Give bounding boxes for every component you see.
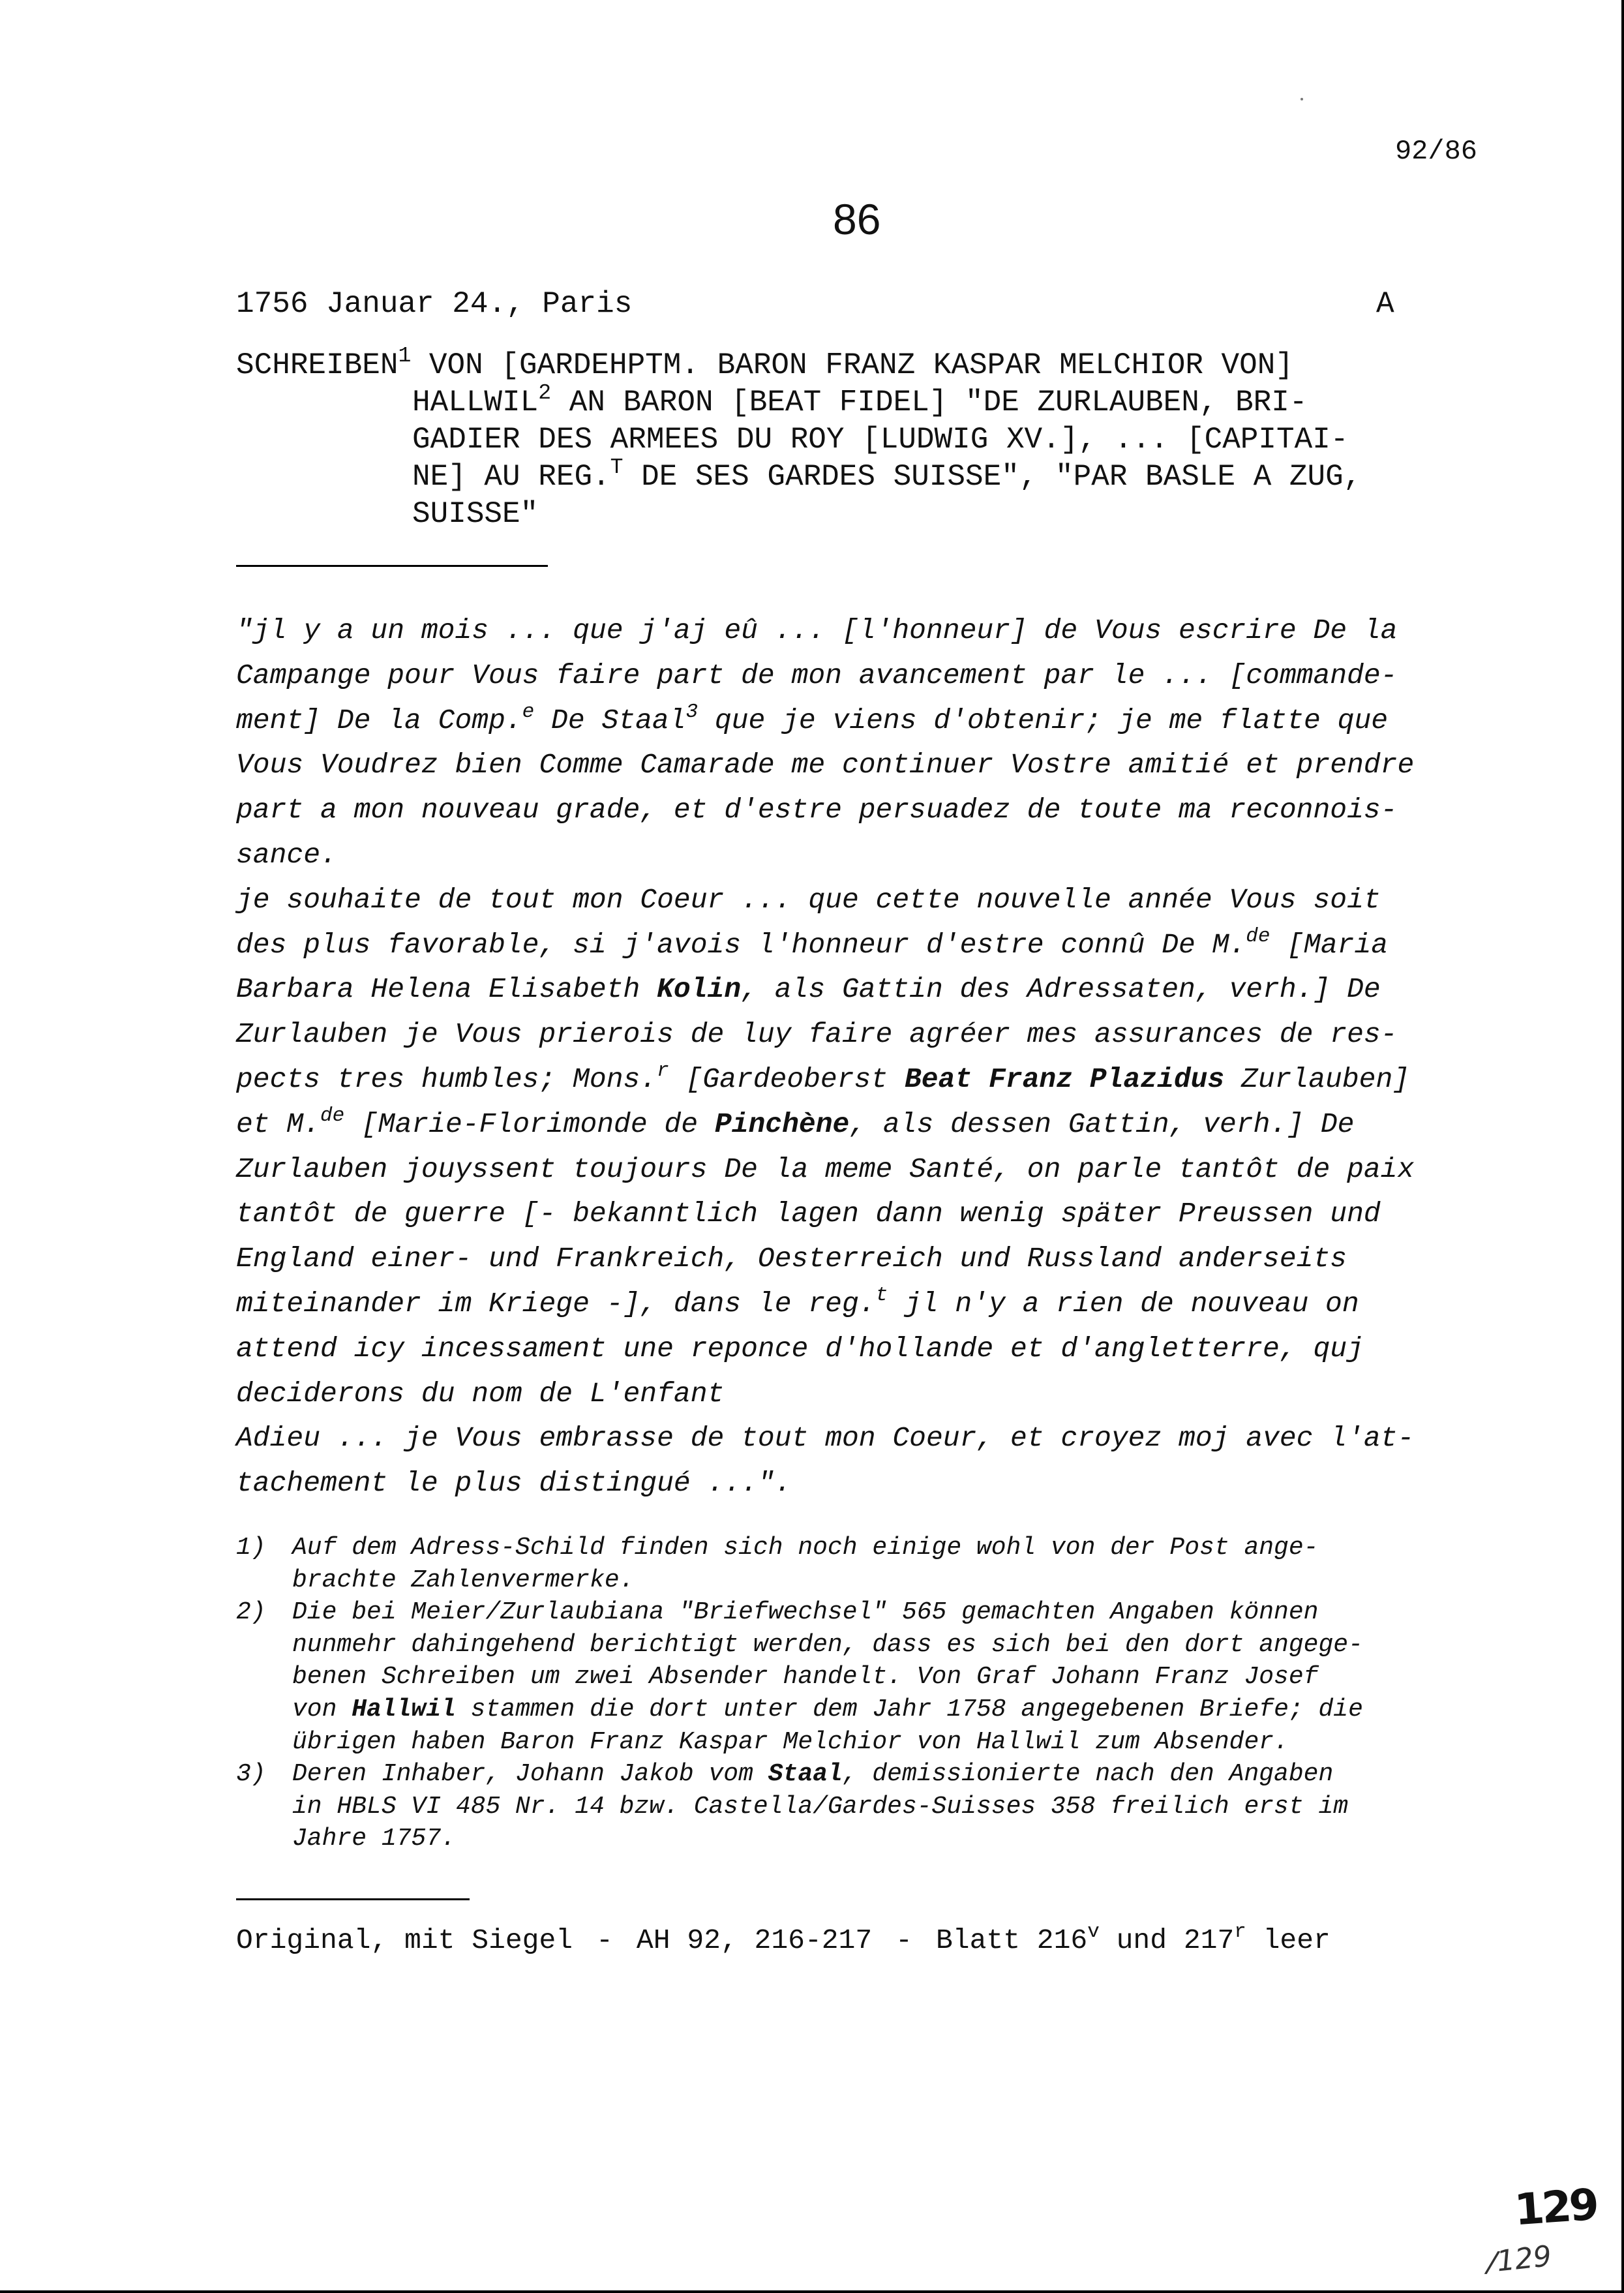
source-line (236, 1920, 1331, 1956)
text-run: et M. (236, 1108, 321, 1140)
document-number: 86 (833, 195, 881, 243)
footnote-line (292, 1726, 1475, 1759)
footnote-line (292, 1693, 1475, 1726)
text-run: "jl y a un mois ... que j'aj eû ... [l'honneur] de Vous escrire De la (236, 615, 1398, 646)
text-run: brachte Zahlenvermerke. (292, 1566, 635, 1594)
text-run: Zurlauben] (1224, 1063, 1410, 1095)
text-run: benen Schreiben um zwei Absender handelt. Von Graf Johann Franz Josef (292, 1663, 1319, 1692)
text-run: England einer- und Frankreich, Oesterreich und Russland anderseits (236, 1243, 1347, 1275)
bold-name: Beat Franz Plazidus (904, 1063, 1225, 1095)
superscript: de (1246, 924, 1271, 948)
quote-line (236, 1102, 1475, 1147)
heading-line (236, 496, 1475, 533)
text-run: des plus favorable, si j'avois l'honneur d'estre connû De M. (236, 928, 1246, 961)
footnote-number: 3) (236, 1760, 266, 1789)
register-letter: A (1376, 287, 1394, 321)
bold-name: Staal (768, 1760, 843, 1789)
blatt-suffix: leer (1246, 1924, 1331, 1956)
text-run: que je viens d'obtenir; je me flatte que (698, 704, 1389, 736)
text-run: jl n'y a rien de nouveau on (888, 1287, 1359, 1320)
superscript: de (320, 1104, 345, 1127)
text-run: Barbara Helena Elisabeth (236, 973, 657, 1006)
source-dash-2: - (895, 1924, 912, 1956)
quote-line (236, 1327, 1475, 1372)
source-dash-1: - (596, 1924, 613, 1956)
blatt-sup-r: r (1234, 1920, 1246, 1943)
quote-line (236, 833, 1475, 878)
superscript: T (610, 454, 624, 479)
text-run: AN BARON [BEAT FIDEL] "DE ZURLAUBEN, BRI- (551, 386, 1308, 419)
text-run: deciderons du nom de L'enfant (236, 1377, 725, 1410)
footnote (236, 1758, 1475, 1855)
text-run: Campange pour Vous faire part de mon avancement par le ... [commande- (236, 659, 1398, 691)
quote-line (236, 609, 1475, 654)
text-run: [Maria (1270, 928, 1389, 961)
text-run: GADIER DES ARMEES DU ROY [LUDWIG XV.], ... [CAPITAI- (412, 423, 1349, 457)
text-run: Auf dem Adress-Schild finden sich noch einige wohl von der Post ange- (292, 1534, 1319, 1562)
text-run: Vous Voudrez bien Comme Camarade me continuer Vostre amitié et prendre (236, 749, 1415, 782)
text-run: nunmehr dahingehend berichtigt werden, dass es sich bei den dort angege- (292, 1630, 1363, 1659)
text-run: [Marie-Florimonde de (344, 1108, 715, 1140)
footnote-line (292, 1532, 1475, 1564)
text-run: SCHREIBEN (236, 348, 398, 382)
text-run: DE SES GARDES SUISSE", "PAR BASLE A ZUG, (623, 460, 1362, 494)
text-run: , als dessen Gattin, verh.] De (849, 1108, 1355, 1140)
text-run: Jahre 1757. (292, 1825, 456, 1853)
heading-line (236, 342, 1475, 384)
superscript: 1 (398, 342, 412, 368)
text-run: HALLWIL (412, 386, 539, 419)
footnote (236, 1596, 1475, 1758)
bold-name: Hallwil (352, 1695, 456, 1724)
superscript: r (657, 1059, 669, 1082)
blatt-mid: und 217 (1099, 1924, 1235, 1956)
letter-heading (236, 342, 1475, 533)
text-run: je souhaite de tout mon Coeur ... que cette nouvelle année Vous soit (236, 883, 1381, 916)
blatt-sup-v: v (1087, 1920, 1100, 1943)
scan-speck (1301, 98, 1303, 100)
quote-line (236, 1416, 1475, 1461)
text-run: in HBLS VI 485 Nr. 14 bzw. Castella/Gardes-Suisses 358 freilich erst im (292, 1792, 1349, 1821)
text-run: De Staal (534, 704, 686, 736)
text-run: tantôt de guerre [- bekanntlich lagen dann wenig später Preussen und (236, 1198, 1381, 1230)
pencil-folio-number (1486, 2240, 1554, 2279)
quote-line (236, 1147, 1475, 1192)
text-run: NE] AU REG. (412, 460, 610, 494)
superscript: e (522, 700, 535, 723)
quote-line (236, 923, 1475, 968)
footnote-line (292, 1564, 1475, 1597)
quote-line (236, 1057, 1475, 1102)
footnote-number: 1) (236, 1534, 266, 1562)
footnote-line (292, 1596, 1475, 1629)
text-run: part a mon nouveau grade, et d'estre persuadez de toute ma reconnois- (236, 794, 1398, 827)
text-run: von (292, 1695, 352, 1724)
superscript: t (875, 1283, 888, 1307)
footnote-number: 2) (236, 1598, 266, 1627)
text-run: stammen die dort unter dem Jahr 1758 angegebenen Briefe; die (455, 1695, 1363, 1724)
text-run: attend icy incessament une reponce d'hollande et d'angletterre, quj (236, 1332, 1364, 1365)
text-run: übrigen haben Baron Franz Kaspar Melchior von Hallwil zum Absender. (292, 1727, 1289, 1756)
text-run: , als Gattin des Adressaten, verh.] De (741, 973, 1381, 1006)
text-run: Deren Inhaber, Johann Jakob vom (292, 1760, 768, 1789)
archive-number: 92/86 (1394, 136, 1477, 167)
footnote-line (292, 1791, 1475, 1823)
bold-name: Pinchène (714, 1108, 850, 1140)
text-run: Zurlauben je Vous prierois de luy faire agréer mes assurances de res- (236, 1018, 1398, 1051)
pencil-number: 129 (1495, 2239, 1554, 2279)
footnote-line (292, 1758, 1475, 1791)
text-run: miteinander im Kriege -], dans le reg. (236, 1287, 876, 1320)
text-run: Zurlauben jouyssent toujours De la meme Santé, on parle tantôt de paix (236, 1153, 1415, 1185)
text-run: Die bei Meier/Zurlaubiana "Briefwechsel" 565 gemachten Angaben können (292, 1598, 1319, 1627)
quote-line (236, 1012, 1475, 1057)
text-run: sance. (236, 838, 337, 871)
quote-line (236, 699, 1475, 744)
letter-quote (236, 609, 1475, 1506)
source-divider (236, 1898, 470, 1900)
quote-line (236, 743, 1475, 788)
footnote-line (292, 1823, 1475, 1855)
blatt-prefix: Blatt 216 (935, 1924, 1088, 1956)
footnote-line (292, 1629, 1475, 1662)
quote-line (236, 1192, 1475, 1237)
text-run: VON [GARDEHPTM. BARON FRANZ KASPAR MELCHIOR VON] (411, 348, 1293, 382)
pencil-slash: / (1486, 2245, 1498, 2279)
quote-line (236, 1282, 1475, 1327)
text-run: ment] De la Comp. (236, 704, 522, 736)
source-blatt (935, 1920, 1331, 1956)
quote-line (236, 1237, 1475, 1282)
text-run: tachement le plus distingué ...". (236, 1467, 792, 1500)
heading-line (236, 380, 1475, 421)
text-run: , demissionierte nach den Angaben (842, 1760, 1334, 1789)
quote-line (236, 1461, 1475, 1506)
footnote-line (292, 1661, 1475, 1693)
superscript: 2 (538, 380, 552, 405)
quote-line (236, 967, 1475, 1012)
heading-line (236, 421, 1475, 459)
bold-name: Kolin (657, 973, 742, 1006)
footnotes (236, 1532, 1475, 1855)
text-run: SUISSE" (412, 497, 539, 531)
heading-divider (236, 565, 548, 567)
text-run: [Gardeoberst (669, 1063, 905, 1095)
date-place: 1756 Januar 24., Paris (236, 287, 633, 321)
source-original: Original, mit Siegel (236, 1924, 573, 1956)
quote-line (236, 878, 1475, 923)
footnote (236, 1532, 1475, 1596)
handwritten-folio-number: 129 (1512, 2179, 1599, 2236)
heading-line (236, 454, 1475, 496)
text-run: pects tres humbles; Mons. (236, 1063, 657, 1095)
quote-line (236, 654, 1475, 699)
superscript: 3 (685, 700, 699, 723)
text-run: Adieu ... je Vous embrasse de tout mon Coeur, et croyez moj avec l'at- (236, 1422, 1415, 1455)
source-reference: AH 92, 216-217 (636, 1924, 873, 1956)
quote-line (236, 788, 1475, 833)
quote-line (236, 1372, 1475, 1417)
